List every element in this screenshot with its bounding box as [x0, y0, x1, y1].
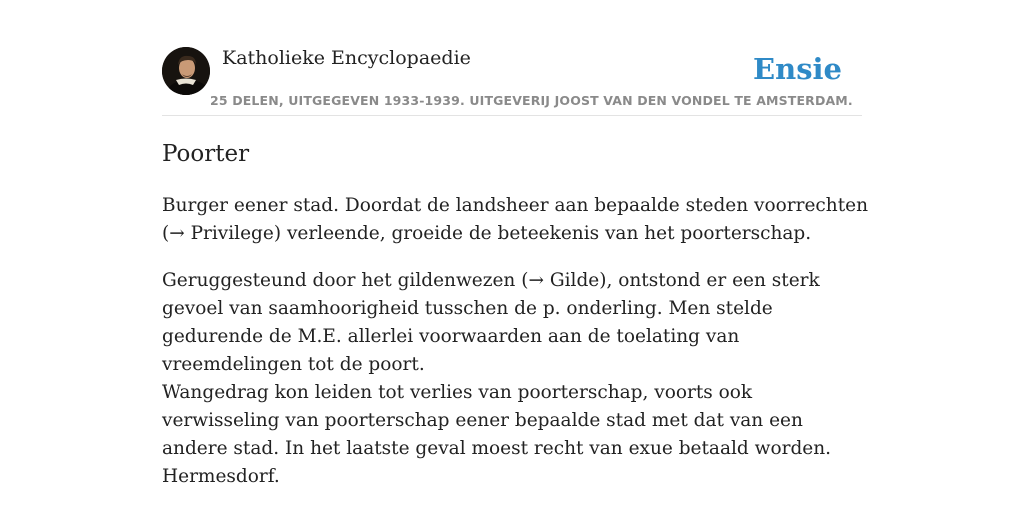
source-title[interactable]: Katholieke Encyclopaedie: [222, 47, 471, 69]
header-divider: [162, 115, 862, 116]
paragraph-2-text-after: ), ontstond er een sterk gevoel van saamhoorigheid tusschen de p. onderling. Men stelde gedurende de M.E. allerlei voorwaarden aan de toelating van vreemdelingen tot de poort.: [162, 270, 820, 375]
gilde-link[interactable]: → Gilde: [528, 270, 600, 291]
article-paragraph-1: [162, 192, 872, 248]
avatar: [162, 47, 210, 95]
privilege-link[interactable]: → Privilege: [169, 223, 274, 244]
paragraph-2-text-before: Geruggesteund door het gildenwezen (: [162, 270, 529, 291]
article-paragraph-2: [162, 267, 872, 379]
source-subtitle: 25 DELEN, UITGEGEVEN 1933-1939. UITGEVERIJ JOOST VAN DEN VONDEL TE AMSTERDAM.: [210, 93, 853, 108]
paragraph-1-text-after: ) verleende, groeide de beteekenis van het poorterschap.: [273, 223, 812, 244]
brand-logo[interactable]: Ensie: [753, 52, 842, 86]
paragraph-1-line-1: [162, 192, 872, 248]
article-title: Poorter: [162, 141, 250, 167]
paragraph-1-text-before: Burger eener stad. Doordat de landsheer aan bepaalde steden voorrechten (: [162, 195, 868, 244]
article-paragraph-3: Wangedrag kon leiden tot verlies van poorterschap, voorts ook verwisseling van poorterschap eener bepaalde stad met dat van een andere stad. In het laatste geval moest recht van exue betaald worden. Hermesdorf.: [162, 382, 832, 487]
portrait-icon: [162, 47, 210, 95]
